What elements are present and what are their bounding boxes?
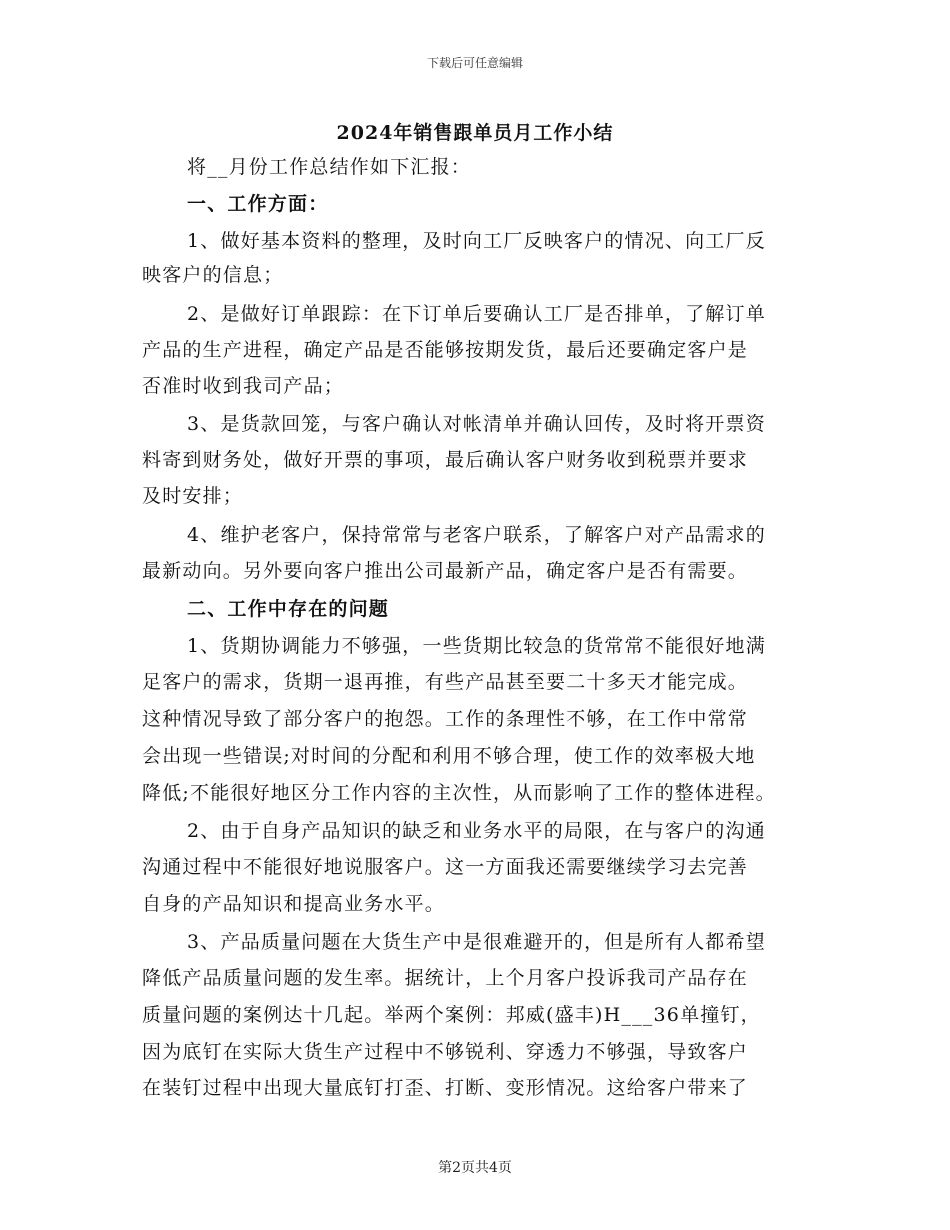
body-text-line: 这种情况导致了部分客户的抱怨。工作的条理性不够，在工作中常常	[142, 708, 749, 730]
body-text-line: 最新动向。另外要向客户推出公司最新产品，确定客户是否有需要。	[142, 560, 749, 582]
body-text-line: 1、做好基本资料的整理，及时向工厂反映客户的情况、向工厂反	[187, 230, 766, 252]
body-text-line: 在装钉过程中出现大量底钉打歪、打断、变形情况。这给客户带来了	[142, 1077, 749, 1099]
body-text-line: 3、产品质量问题在大货生产中是很难避开的，但是所有人都希望	[187, 931, 766, 953]
body-text-line: 自身的产品知识和提高业务水平。	[142, 893, 446, 915]
body-text-line: 沟通过程中不能很好地说服客户。这一方面我还需要继续学习去完善	[142, 856, 749, 878]
body-text-line: 4、维护老客户，保持常常与老客户联系，了解客户对产品需求的	[187, 524, 766, 546]
body-text-line: 将__月份工作总结作如下汇报：	[187, 156, 472, 178]
body-text-line: 产品的生产进程，确定产品是否能够按期发货，最后还要确定客户是	[142, 339, 749, 361]
body-text-line: 1、货期协调能力不够强，一些货期比较急的货常常不能很好地满	[187, 635, 766, 657]
body-text-line: 质量问题的案例达十几起。举两个案例：邦威(盛丰)H___36单撞钉，	[142, 1004, 761, 1026]
body-text-line: 映客户的信息；	[142, 264, 284, 286]
body-text-line: 否准时收到我司产品；	[142, 375, 345, 397]
body-text-line: 因为底钉在实际大货生产过程中不够锐利、穿透力不够强，导致客户	[142, 1041, 749, 1063]
body-text-line: 及时安排；	[142, 485, 244, 507]
body-text-line: 2、由于自身产品知识的缺乏和业务水平的局限，在与客户的沟通	[187, 820, 766, 842]
body-text-line: 2、是做好订单跟踪：在下订单后要确认工厂是否排单，了解订单	[187, 303, 766, 325]
section-heading: 二、工作中存在的问题	[187, 598, 390, 620]
body-text-line: 足客户的需求，货期一退再推，有些产品甚至要二十多天才能完成。	[142, 671, 749, 693]
body-text-line: 降低;不能很好地区分工作内容的主次性，从而影响了工作的整体进程。	[142, 782, 776, 804]
body-text-line: 会出现一些错误;对时间的分配和利用不够合理，使工作的效率极大地	[142, 745, 756, 767]
page-footer: 第2页共4页	[438, 1160, 512, 1176]
body-text-line: 降低产品质量问题的发生率。据统计，上个月客户投诉我司产品存在	[142, 967, 749, 989]
header-note: 下载后可任意编辑	[426, 56, 523, 70]
page-title: 2024年销售跟单员月工作小结	[336, 122, 614, 144]
section-heading: 一、工作方面：	[187, 193, 329, 215]
body-text-line: 3、是货款回笼，与客户确认对帐清单并确认回传，及时将开票资	[187, 413, 766, 435]
body-text-line: 料寄到财务处，做好开票的事项，最后确认客户财务收到税票并要求	[142, 449, 749, 471]
